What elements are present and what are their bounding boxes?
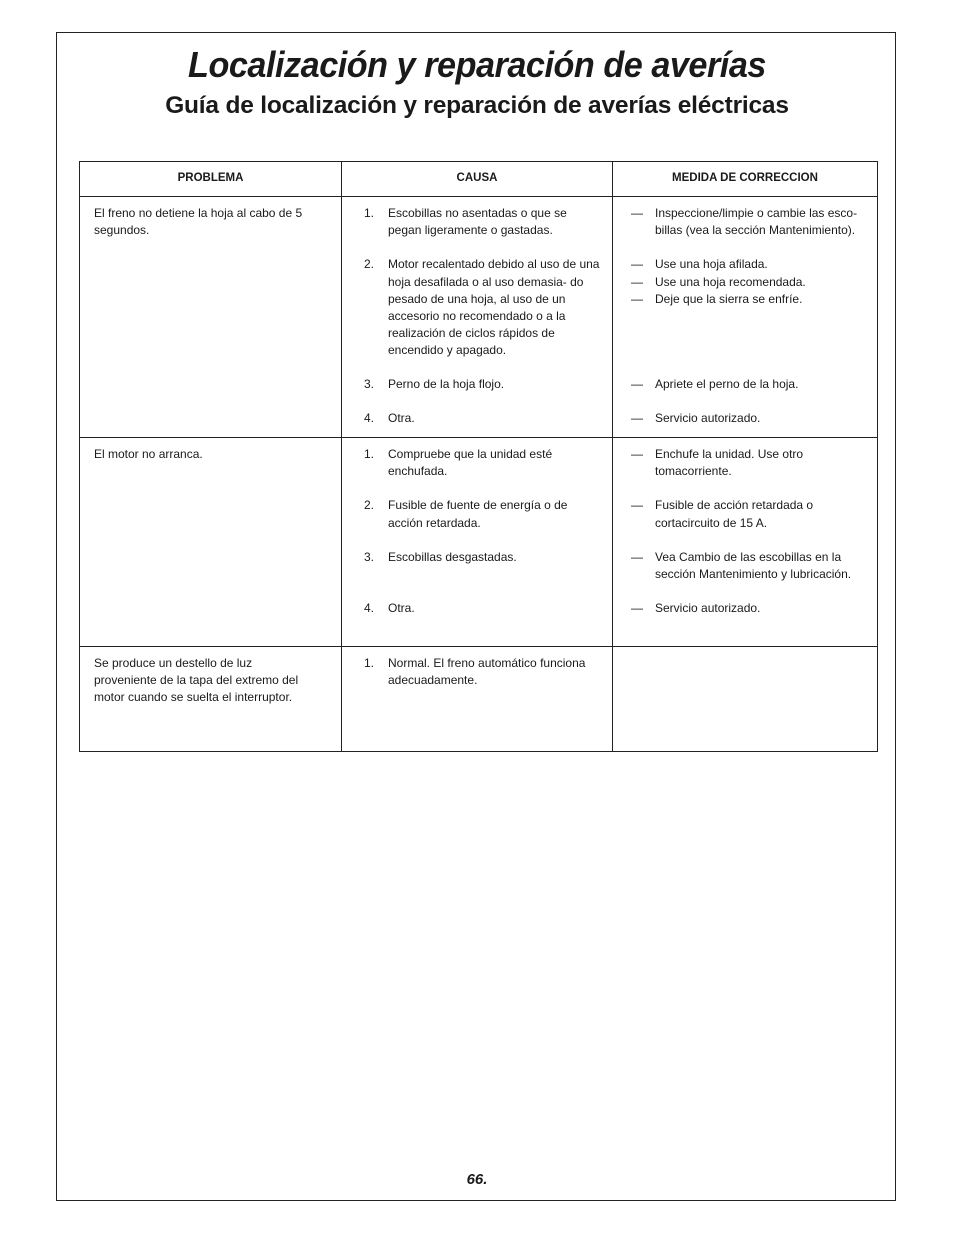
dash-bullet: — (631, 291, 643, 306)
cause-number: 3. (364, 549, 375, 564)
problem-text: El freno no detiene la hoja al cabo de 5 segundos. (94, 206, 303, 238)
cause-cell (342, 647, 613, 752)
cause-number: 1. (364, 656, 375, 670)
cause-item (356, 655, 600, 689)
action-item (627, 497, 865, 531)
cause-list (356, 446, 600, 617)
dash-bullet: — (631, 411, 643, 426)
problem-cell (80, 197, 342, 438)
action-item (627, 256, 865, 273)
action-list (627, 205, 865, 427)
action-text: Use una hoja recomendada. (655, 274, 806, 289)
action-text: Fusible de acción retardada o cortacircuito de 15 A. (655, 498, 814, 530)
cause-item (356, 497, 600, 531)
table-header-row (80, 162, 878, 197)
cause-number: 2. (364, 257, 375, 272)
cause-number: 1. (364, 447, 375, 461)
action-item (627, 600, 865, 617)
header-action: MEDIDA DE CORRECCION (613, 162, 878, 197)
cause-text: Escobillas no asentadas o que se pegan ligeramente o gastadas. (388, 206, 567, 238)
dash-bullet: — (631, 274, 643, 289)
dash-bullet: — (631, 498, 643, 513)
problem-cell (80, 438, 342, 647)
cause-item (356, 205, 600, 239)
cause-text: Normal. El freno automático funciona adecuadamente. (388, 656, 586, 688)
cause-list (356, 205, 600, 427)
cause-item (356, 600, 600, 617)
cause-item (356, 410, 600, 427)
cause-number: 1. (364, 206, 375, 220)
action-item (627, 291, 865, 308)
cause-text: Perno de la hoja flojo. (388, 376, 505, 391)
action-text: Servicio autorizado. (655, 601, 761, 616)
cause-list (356, 655, 600, 689)
action-list (627, 446, 865, 617)
action-item (627, 274, 865, 291)
action-text: Enchufe la unidad. Use otro tomacorriente. (655, 447, 804, 479)
cause-number: 3. (364, 376, 375, 391)
action-item (627, 549, 865, 583)
cause-text: Escobillas desgastadas. (388, 549, 517, 564)
cause-item (356, 549, 600, 566)
action-text: Deje que la sierra se enfríe. (655, 291, 803, 306)
action-text: Use una hoja afilada. (655, 257, 768, 272)
dash-bullet: — (631, 549, 643, 564)
action-item (627, 205, 865, 239)
action-text: Inspeccione/limpie o cambie las esco- billas (vea la sección Mantenimiento). (655, 206, 858, 238)
cause-item (356, 446, 600, 480)
table-row (80, 197, 878, 438)
page-number: 66. (466, 1171, 488, 1188)
cause-cell (342, 438, 613, 647)
action-item (627, 410, 865, 427)
dash-bullet: — (631, 377, 643, 392)
troubleshooting-table (79, 161, 878, 752)
problem-text: Se produce un destello de luz proveniente de la tapa del extremo del motor cuando se suelta el interruptor. (94, 656, 299, 705)
header-problem: PROBLEMA (80, 162, 342, 197)
action-text: Apriete el perno de la hoja. (655, 377, 799, 392)
header-cause: CAUSA (342, 162, 613, 197)
cause-text: Motor recalentado debido al uso de una hoja desafilada o al uso demasia- do pesado de una hoja, al uso de un accesorio no recomendado o a la realización de ciclos rápidos de encendido y apagado. (388, 257, 600, 358)
dash-bullet: — (631, 601, 643, 616)
cause-number: 4. (364, 601, 375, 616)
problem-cell (80, 647, 342, 752)
action-cell (613, 647, 878, 752)
problem-text: El motor no arranca. (94, 447, 203, 461)
dash-bullet: — (631, 206, 643, 220)
action-cell (613, 438, 878, 647)
table-row (80, 647, 878, 752)
cause-cell (342, 197, 613, 438)
cause-text: Fusible de fuente de energía o de acción retardada. (388, 498, 568, 530)
cause-item (356, 376, 600, 393)
action-text: Servicio autorizado. (655, 411, 761, 426)
table-row (80, 438, 878, 647)
cause-text: Otra. (388, 410, 415, 425)
dash-bullet: — (631, 257, 643, 272)
action-text: Vea Cambio de las escobillas en la sección Mantenimiento y lubricación. (655, 549, 852, 582)
dash-bullet: — (631, 447, 643, 461)
cause-item (356, 256, 600, 359)
action-item (627, 376, 865, 393)
action-item (627, 446, 865, 480)
page-title: Localización y reparación de averías (188, 44, 766, 85)
cause-number: 2. (364, 498, 375, 513)
cause-text: Compruebe que la unidad esté enchufada. (388, 447, 553, 479)
action-cell (613, 197, 878, 438)
cause-text: Otra. (388, 601, 415, 616)
cause-number: 4. (364, 410, 375, 425)
page-subtitle: Guía de localización y reparación de averías eléctricas (165, 92, 789, 119)
